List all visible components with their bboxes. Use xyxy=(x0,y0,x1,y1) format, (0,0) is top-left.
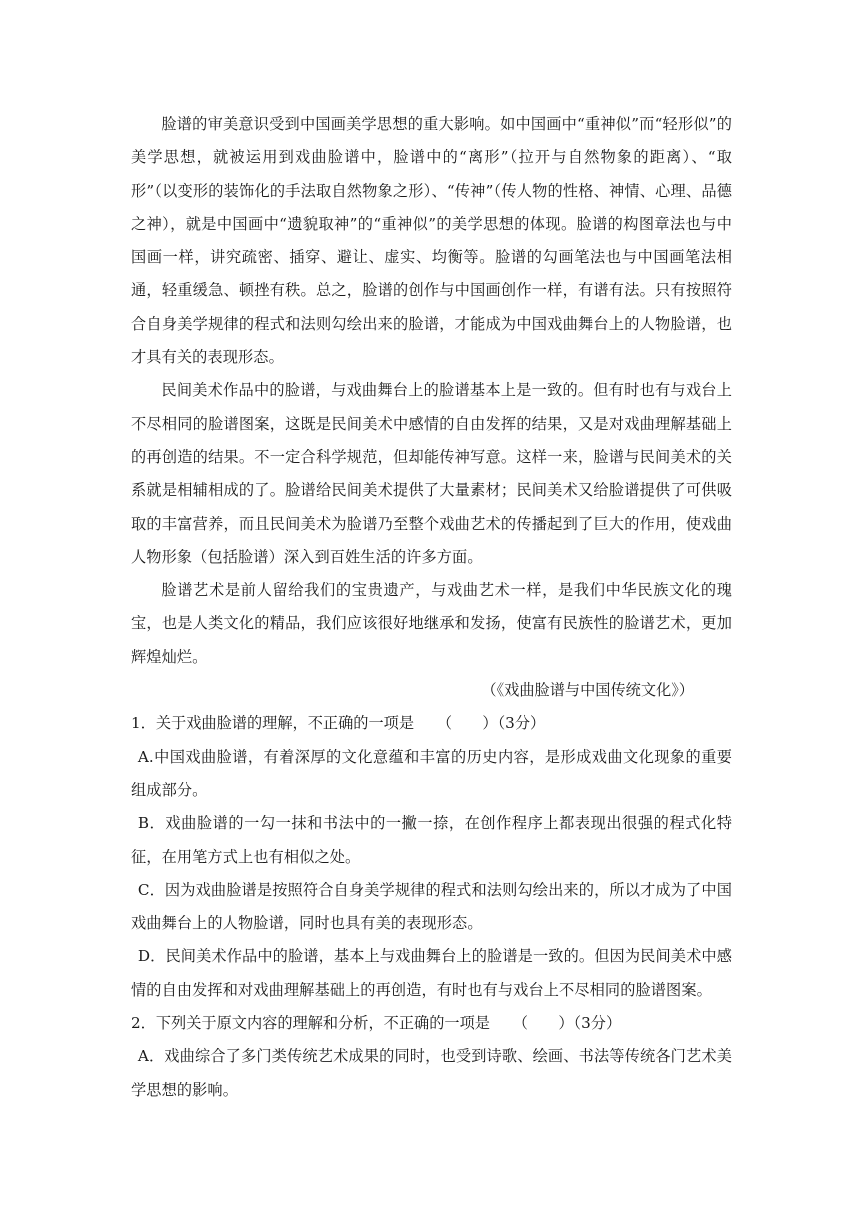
paragraph-heritage: 脸谱艺术是前人留给我们的宝贵遗产，与戏曲艺术一样，是我们中华民族文化的瑰宝，也是人类文化的精品，我们应该很好地继承和发扬，使富有民族性的脸谱艺术，更加辉煌灿烂。 xyxy=(131,581,732,666)
question-1 xyxy=(131,707,732,1007)
option-b: B．戏曲脸谱的一勾一抹和书法中的一撇一捺，在创作程序上都表现出很强的程式化特征，在用笔方式上也有相似之处。 xyxy=(131,814,732,866)
question-stem: 2．下列关于原文内容的理解和分析，不正确的一项是 （ ）（3分） xyxy=(131,1014,622,1033)
option-a: A.中国戏曲脸谱，有着深厚的文化意蕴和丰富的历史内容，是形成戏曲文化现象的重要组成部分。 xyxy=(131,747,732,799)
question-stem: 1．关于戏曲脸谱的理解，不正确的一项是 （ ）（3分） xyxy=(131,714,546,733)
option-c: C．因为戏曲脸谱是按照符合自身美学规律的程式和法则勾绘出来的，所以才成为了中国戏曲舞台上的人物脸谱，同时也具有美的表现形态。 xyxy=(131,880,732,933)
option-a: A．戏曲综合了多门类传统艺术成果的同时，也受到诗歌、绘画、书法等传统各门艺术美学思想的影响。 xyxy=(131,1047,732,1099)
paragraph-painting-aesthetics: 脸谱的审美意识受到中国画美学思想的重大影响。如中国画中“重神似”而“轻形似”的美学思想，就被运用到戏曲脸谱中，脸谱中的“离形”（拉开与自然物象的距离）、“取形”（以变形的装饰化的手法取自然物象之形）、“传神”（传人物的性格、神情、心理、品德之神），就是中国画中“遗貌取神”的“重神似”的美学思想的体现。脸谱的构图章法也与中国画一样，讲究疏密、插穿、避让、虚实、均衡等。脸谱的勾画笔法也与中国画笔法相通，轻重缓急、顿挫有秩。总之，脸谱的创作与中国画创作一样，有谱有法。只有按照符合自身美学规律的程式和法则勾绘出来的脸谱，才能成为中国戏曲舞台上的人物脸谱，也才具有关的表现形态。 xyxy=(131,115,732,367)
source-citation: （《戏曲脸谱与中国传统文化》） xyxy=(481,681,694,700)
paragraph-folk-art: 民间美术作品中的脸谱，与戏曲舞台上的脸谱基本上是一致的。但有时也有与戏台上不尽相同的脸谱图案，这既是民间美术中感情的自由发挥的结果，又是对戏曲理解基础上的再创造的结果。不一定合科学规范，但却能传神写意。这样一来，脸谱与民间美术的关系就是相辅相成的了。脸谱给民间美术提供了大量素材；民间美术又给脸谱提供了可供吸取的丰富营养，而且民间美术为脸谱乃至整个戏曲艺术的传播起到了巨大的作用，使戏曲人物形象（包括脸谱）深入到百姓生活的许多方面。 xyxy=(131,381,732,566)
question-2 xyxy=(131,1007,732,1107)
option-d: D．民间美术作品中的脸谱，基本上与戏曲舞台上的脸谱是一致的。但因为民间美术中感情的自由发挥和对戏曲理解基础上的再创造，有时也有与戏台上不尽相同的脸谱图案。 xyxy=(131,947,732,999)
